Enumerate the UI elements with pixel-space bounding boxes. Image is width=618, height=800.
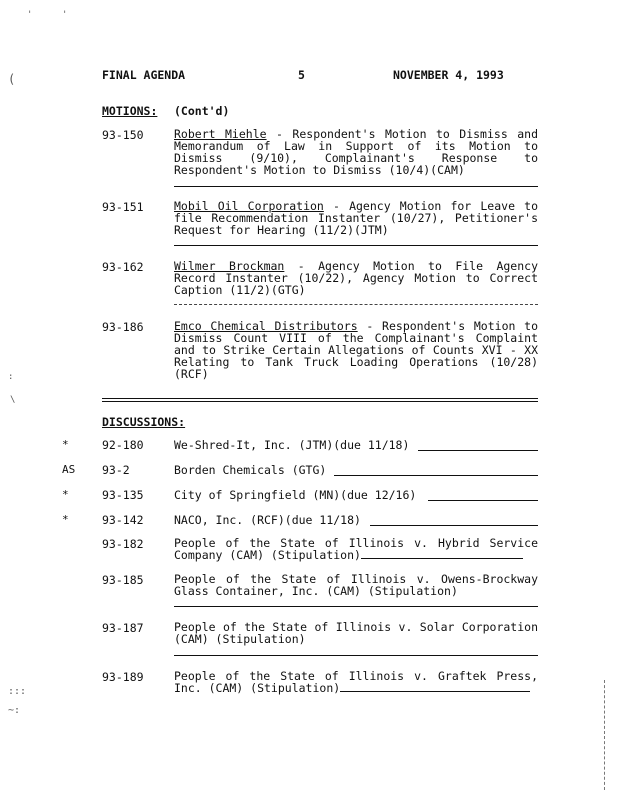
- page-number: 5: [298, 68, 305, 82]
- discussion-number: 93-142: [102, 513, 144, 527]
- scan-speck: :::: [8, 686, 27, 697]
- motion-number: 93-150: [102, 128, 144, 142]
- scan-speck: :: [8, 372, 14, 382]
- section-divider: [102, 401, 538, 402]
- fill-line: [174, 606, 538, 607]
- discussion-text: We-Shred-It, Inc. (JTM)(due 11/18): [174, 438, 410, 452]
- motions-contd: (Cont'd): [174, 104, 230, 118]
- scan-speck: ': [27, 10, 33, 20]
- scan-speck: ~:: [8, 705, 21, 716]
- agenda-title: FINAL AGENDA: [102, 68, 186, 82]
- motion-number: 93-151: [102, 200, 144, 214]
- motion-number: 93-162: [102, 260, 144, 274]
- fill-line: [334, 475, 538, 476]
- motion-text: Emco Chemical Distributors - Respondent's Motion to Dismiss Count VIII of the Complainant's Complaint and to Strike Certain Allegations of Counts XVI - XX Relating to Tank Truck Loading Operations (10/28)(RCF): [174, 319, 539, 381]
- motion-rule: [174, 304, 538, 305]
- motions-heading: MOTIONS:: [102, 104, 158, 118]
- fill-line: [428, 500, 538, 501]
- discussion-number: 93-135: [102, 488, 144, 502]
- motion-party: Mobil Oil Corporation: [174, 199, 324, 213]
- fill-line: [174, 655, 538, 656]
- scan-edge-mark: [604, 680, 605, 790]
- motion-number: 93-186: [102, 320, 144, 334]
- item-tag: *: [62, 488, 69, 501]
- motion-text: Robert Miehle - Respondent's Motion to Dismiss and Memorandum of Law in Support of its Motion to Dismiss (9/10), Complainant's Response to Respondent's Motion to Dismiss (10/4)(CAM): [174, 127, 538, 177]
- item-tag: AS: [62, 463, 76, 476]
- scan-speck: ': [62, 10, 68, 20]
- motion-party: Emco Chemical Distributors: [174, 319, 358, 333]
- discussion-text: Borden Chemicals (GTG): [174, 463, 327, 477]
- discussion-number: 92-180: [102, 438, 144, 452]
- item-tag: *: [62, 513, 69, 526]
- discussions-heading: DISCUSSIONS:: [102, 415, 186, 429]
- motion-text: Wilmer Brockman - Agency Motion to File Agency Record Instanter (10/22), Agency Motion to Correct Caption (11/2)(GTG): [174, 259, 538, 297]
- motion-rule: [174, 245, 538, 246]
- scan-speck: \: [10, 395, 16, 405]
- discussion-number: 93-187: [102, 621, 144, 635]
- section-divider: [102, 398, 538, 399]
- motion-text: Mobil Oil Corporation - Agency Motion for Leave to file Recommendation Instanter (10/27), Petitioner's Request for Hearing (11/2)(JTM): [174, 199, 538, 237]
- motion-party: Wilmer Brockman: [174, 259, 285, 273]
- discussion-text: People of the State of Illinois v. Hybrid Service Company (CAM) (Stipulation): [174, 536, 538, 562]
- discussion-text: People of the State of Illinois v. Graftek Press, Inc. (CAM) (Stipulation): [174, 669, 538, 695]
- agenda-date: NOVEMBER 4, 1993: [393, 68, 504, 82]
- discussion-number: 93-185: [102, 573, 144, 587]
- discussion-text: People of the State of Illinois v. Solar Corporation (CAM) (Stipulation): [174, 620, 538, 646]
- discussion-number: 93-2: [102, 463, 130, 477]
- discussion-number: 93-182: [102, 537, 144, 551]
- discussion-text: City of Springfield (MN)(due 12/16): [174, 488, 417, 502]
- motion-rule: [174, 186, 538, 187]
- fill-line: [370, 525, 538, 526]
- discussion-number: 93-189: [102, 670, 144, 684]
- discussion-text: NACO, Inc. (RCF)(due 11/18): [174, 513, 361, 527]
- scan-speck: (: [8, 72, 16, 86]
- item-tag: *: [62, 438, 69, 451]
- discussion-text: People of the State of Illinois v. Owens-Brockway Glass Container, Inc. (CAM) (Stipulation): [174, 572, 538, 598]
- fill-line: [418, 450, 538, 451]
- motion-party: Robert Miehle: [174, 127, 267, 141]
